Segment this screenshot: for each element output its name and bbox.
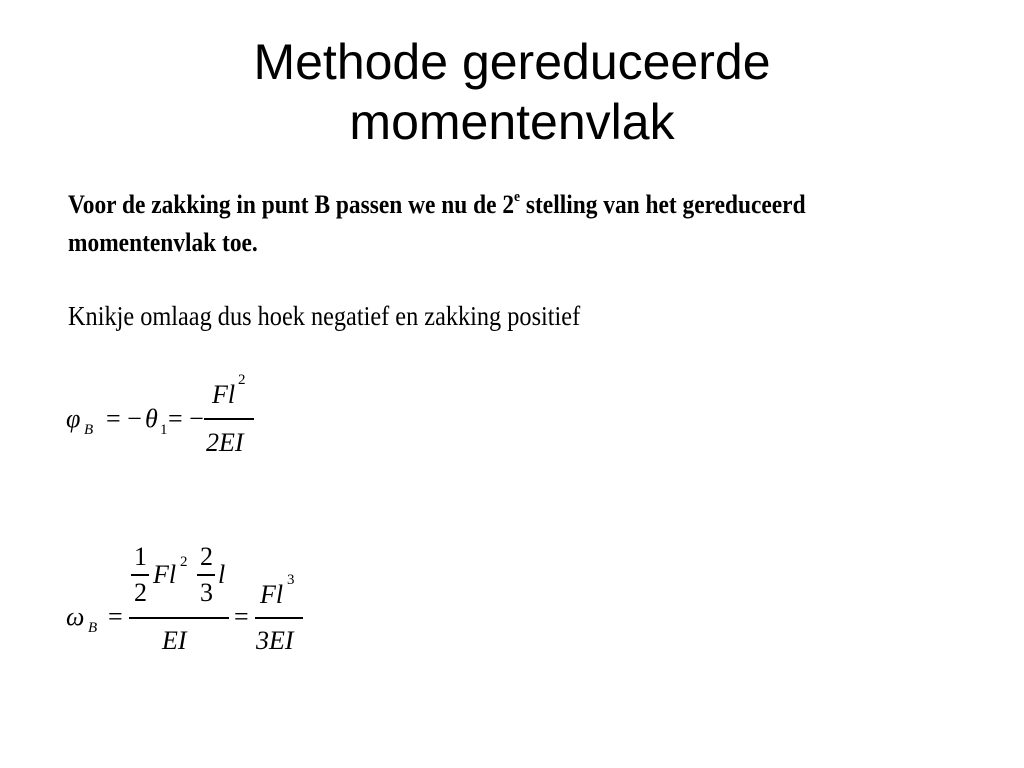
rhs-denominator: 3EI: [256, 626, 294, 655]
fraction1-bar: [204, 418, 254, 420]
equals-1: =: [108, 602, 123, 631]
inner-fraction2-denominator: 3: [200, 578, 213, 607]
fraction1-denominator: 2EI: [206, 428, 244, 457]
omega-subscript: B: [88, 620, 98, 636]
paragraph: Knikje omlaag dus hoek negatief en zakking positief: [68, 301, 581, 331]
slide-title: [0, 32, 1024, 152]
inner-middle-term: Fl: [153, 560, 177, 589]
equals-2: =: [234, 602, 249, 631]
inner-middle-exponent: 2: [180, 554, 188, 570]
bold-paragraph-text-start: Voor de zakking in punt B passen we nu de 2: [68, 190, 515, 219]
big-fraction-bar: [129, 617, 229, 619]
theta-symbol: θ: [145, 404, 158, 433]
bold-paragraph-superscript: e: [514, 189, 521, 205]
inner-fraction2-numerator: 2: [200, 542, 213, 571]
bold-paragraph: [68, 186, 860, 262]
rhs-numerator-exponent: 3: [287, 572, 295, 588]
phi-subscript: B: [84, 422, 94, 438]
inner-fraction2-bar: [197, 574, 215, 576]
title-line-1: Methode gereduceerde: [253, 34, 771, 90]
title-line-2: momentenvlak: [349, 94, 675, 150]
omega-symbol: ω: [66, 602, 85, 631]
fraction1-numerator: Fl: [212, 380, 236, 409]
rhs-fraction-bar: [255, 617, 303, 619]
inner-fraction1-numerator: 1: [134, 542, 147, 571]
bold-paragraph-text-end: stelling van het gereduceerd momentenvlak toe.: [68, 190, 806, 257]
phi-symbol: φ: [66, 404, 81, 433]
rhs-numerator: Fl: [260, 580, 284, 609]
fraction1-numerator-exponent: 2: [238, 372, 246, 388]
theta-subscript: 1: [160, 422, 168, 438]
inner-fraction1-bar: [131, 574, 149, 576]
equals-minus-2: = −: [168, 404, 204, 433]
inner-fraction1-denominator: 2: [134, 578, 147, 607]
inner-tail-term: l: [218, 560, 226, 589]
equals-minus-1: = −: [106, 404, 142, 433]
big-fraction-denominator: EI: [162, 626, 187, 655]
